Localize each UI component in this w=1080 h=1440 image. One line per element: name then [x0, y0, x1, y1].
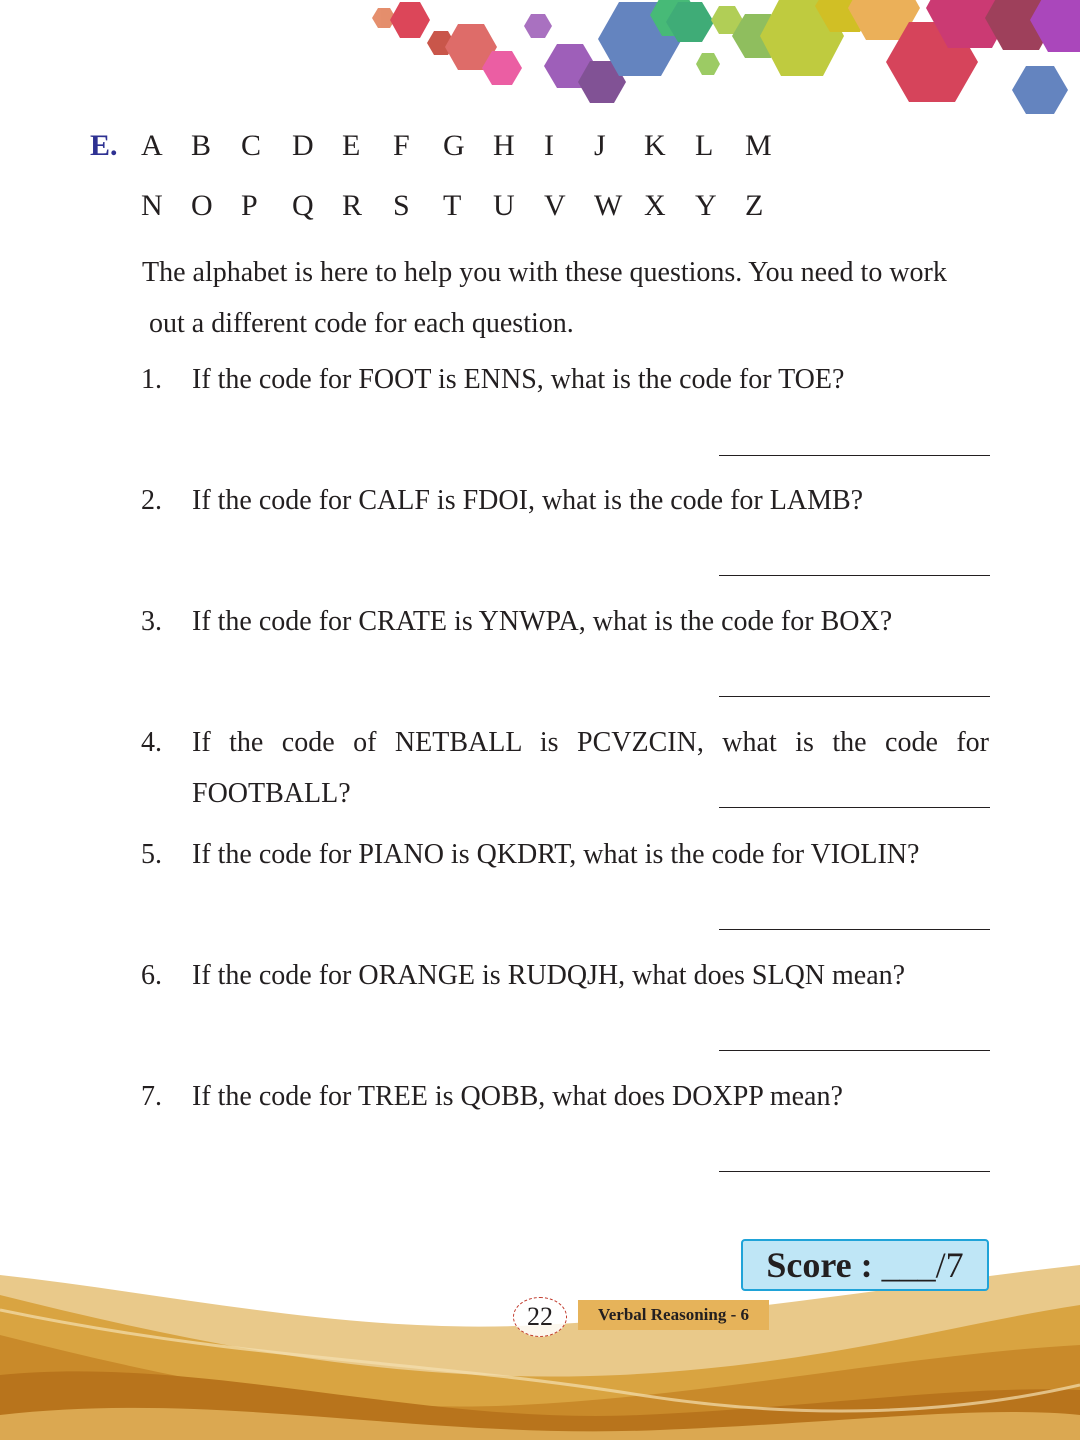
- question-number: 6.: [141, 960, 162, 991]
- hexagon-decoration: [0, 0, 1080, 125]
- alphabet-letter: G: [443, 129, 465, 162]
- section-letter: E.: [90, 129, 118, 162]
- alphabet-letter: E: [342, 129, 361, 162]
- alphabet-letter: W: [594, 189, 623, 222]
- alphabet-letter: Z: [745, 189, 764, 222]
- question-text: If the code for FOOT is ENNS, what is the code for TOE?: [192, 364, 845, 395]
- wave-decoration: [0, 1265, 1080, 1440]
- question-text: If the code for TREE is QOBB, what does DOXPP mean?: [192, 1081, 843, 1112]
- alphabet-letter: H: [493, 129, 515, 162]
- answer-line-7[interactable]: [719, 1171, 990, 1172]
- alphabet-letter: V: [544, 189, 566, 222]
- answer-line-3[interactable]: [719, 696, 990, 697]
- question-text: If the code of NETBALL is PCVZCIN, what is the code for: [192, 727, 989, 758]
- book-title-tag: Verbal Reasoning - 6: [578, 1300, 769, 1330]
- instructions-line: out a different code for each question.: [142, 308, 574, 339]
- alphabet-letter: I: [544, 129, 554, 162]
- alphabet-letter: N: [141, 189, 163, 222]
- question-text: If the code for CALF is FDOI, what is the code for LAMB?: [192, 485, 864, 516]
- alphabet-letter: S: [393, 189, 410, 222]
- alphabet-letter: X: [644, 189, 666, 222]
- alphabet-letter: P: [241, 189, 258, 222]
- alphabet-letter: L: [695, 129, 714, 162]
- question-text: If the code for ORANGE is RUDQJH, what does SLQN mean?: [192, 960, 906, 991]
- instructions-line: The alphabet is here to help you with these questions. You need to work: [142, 257, 947, 288]
- question-text-continued: FOOTBALL?: [192, 778, 351, 809]
- page-number: 22: [513, 1297, 567, 1337]
- answer-line-4[interactable]: [719, 807, 990, 808]
- alphabet-letter: B: [191, 129, 212, 162]
- score-blank[interactable]: ___: [881, 1245, 936, 1285]
- score-total: /7: [935, 1245, 964, 1285]
- alphabet-letter: K: [644, 129, 666, 162]
- alphabet-letter: T: [443, 189, 462, 222]
- score-label: Score :: [766, 1245, 873, 1285]
- alphabet-letter: J: [594, 129, 606, 162]
- answer-line-5[interactable]: [719, 929, 990, 930]
- alphabet-letter: D: [292, 129, 314, 162]
- alphabet-letter: A: [141, 129, 163, 162]
- question-number: 2.: [141, 485, 162, 516]
- question-text: If the code for CRATE is YNWPA, what is the code for BOX?: [192, 606, 893, 637]
- question-number: 4.: [141, 727, 162, 758]
- question-number: 1.: [141, 364, 162, 395]
- alphabet-letter: M: [745, 129, 772, 162]
- alphabet-letter: F: [393, 129, 410, 162]
- alphabet-letter: Y: [695, 189, 717, 222]
- instructions: [142, 247, 990, 349]
- alphabet-letter: R: [342, 189, 363, 222]
- score-box: [741, 1239, 989, 1291]
- question-text: If the code for PIANO is QKDRT, what is the code for VIOLIN?: [192, 839, 920, 870]
- answer-line-6[interactable]: [719, 1050, 990, 1051]
- answer-line-2[interactable]: [719, 575, 990, 576]
- question-number: 7.: [141, 1081, 162, 1112]
- alphabet-letter: Q: [292, 189, 314, 222]
- alphabet-letter: C: [241, 129, 262, 162]
- alphabet-letter: U: [493, 189, 515, 222]
- answer-line-1[interactable]: [719, 455, 990, 456]
- question-number: 3.: [141, 606, 162, 637]
- question-number: 5.: [141, 839, 162, 870]
- alphabet-letter: O: [191, 189, 213, 222]
